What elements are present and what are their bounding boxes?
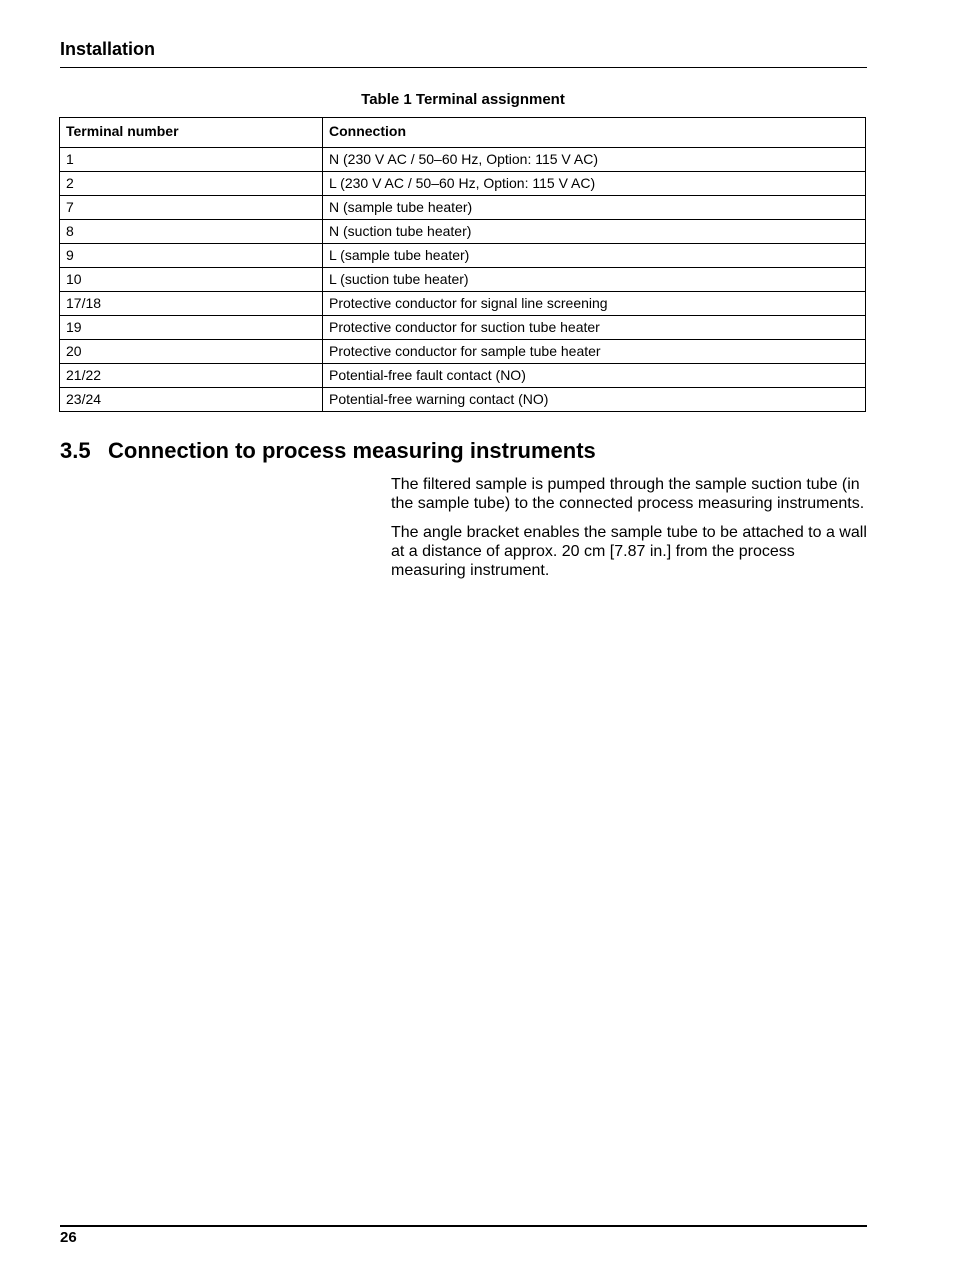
table-caption: Table 1 Terminal assignment	[361, 91, 565, 108]
connection-cell: N (suction tube heater)	[323, 220, 866, 244]
terminal-number-cell: 23/24	[60, 388, 323, 412]
table-row	[60, 244, 866, 268]
terminal-number-cell: 9	[60, 244, 323, 268]
body-paragraph: The angle bracket enables the sample tube to be attached to a wall at a distance of approx. 20 cm [7.87 in.] from the process measuring instrument.	[391, 524, 867, 579]
terminal-number-cell: 20	[60, 340, 323, 364]
connection-cell: N (230 V AC / 50–60 Hz, Option: 115 V AC)	[323, 148, 866, 172]
column-header-terminal-number: Terminal number	[60, 118, 323, 148]
terminal-number-cell: 1	[60, 148, 323, 172]
connection-cell: L (suction tube heater)	[323, 268, 866, 292]
connection-cell: N (sample tube heater)	[323, 196, 866, 220]
terminal-number-cell: 10	[60, 268, 323, 292]
table-row	[60, 268, 866, 292]
terminal-assignment-table	[59, 117, 866, 412]
connection-cell: Protective conductor for suction tube heater	[323, 316, 866, 340]
column-header-connection: Connection	[323, 118, 866, 148]
table-row	[60, 292, 866, 316]
table-row	[60, 196, 866, 220]
table-header-row	[60, 118, 866, 148]
section-number: 3.5	[60, 438, 91, 463]
terminal-number-cell: 7	[60, 196, 323, 220]
table-row	[60, 148, 866, 172]
terminal-number-cell: 17/18	[60, 292, 323, 316]
table-row	[60, 340, 866, 364]
section-heading	[60, 437, 596, 465]
connection-cell: L (230 V AC / 50–60 Hz, Option: 115 V AC)	[323, 172, 866, 196]
section-title: Connection to process measuring instruments	[108, 438, 596, 463]
footer-divider	[60, 1225, 867, 1227]
terminal-number-cell: 21/22	[60, 364, 323, 388]
terminal-number-cell: 2	[60, 172, 323, 196]
terminal-number-cell: 8	[60, 220, 323, 244]
connection-cell: Potential-free warning contact (NO)	[323, 388, 866, 412]
body-paragraph: The filtered sample is pumped through the sample suction tube (in the sample tube) to the connected process measuring instruments.	[391, 476, 865, 512]
running-header-title: Installation	[60, 39, 156, 59]
page-number: 26	[60, 1229, 77, 1246]
table-row	[60, 364, 866, 388]
table-row	[60, 172, 866, 196]
connection-cell: Protective conductor for sample tube heater	[323, 340, 866, 364]
connection-cell: Potential-free fault contact (NO)	[323, 364, 866, 388]
table-row	[60, 316, 866, 340]
table-row	[60, 220, 866, 244]
terminal-number-cell: 19	[60, 316, 323, 340]
connection-cell: Protective conductor for signal line screening	[323, 292, 866, 316]
connection-cell: L (sample tube heater)	[323, 244, 866, 268]
header-divider	[60, 67, 867, 68]
table-row	[60, 388, 866, 412]
